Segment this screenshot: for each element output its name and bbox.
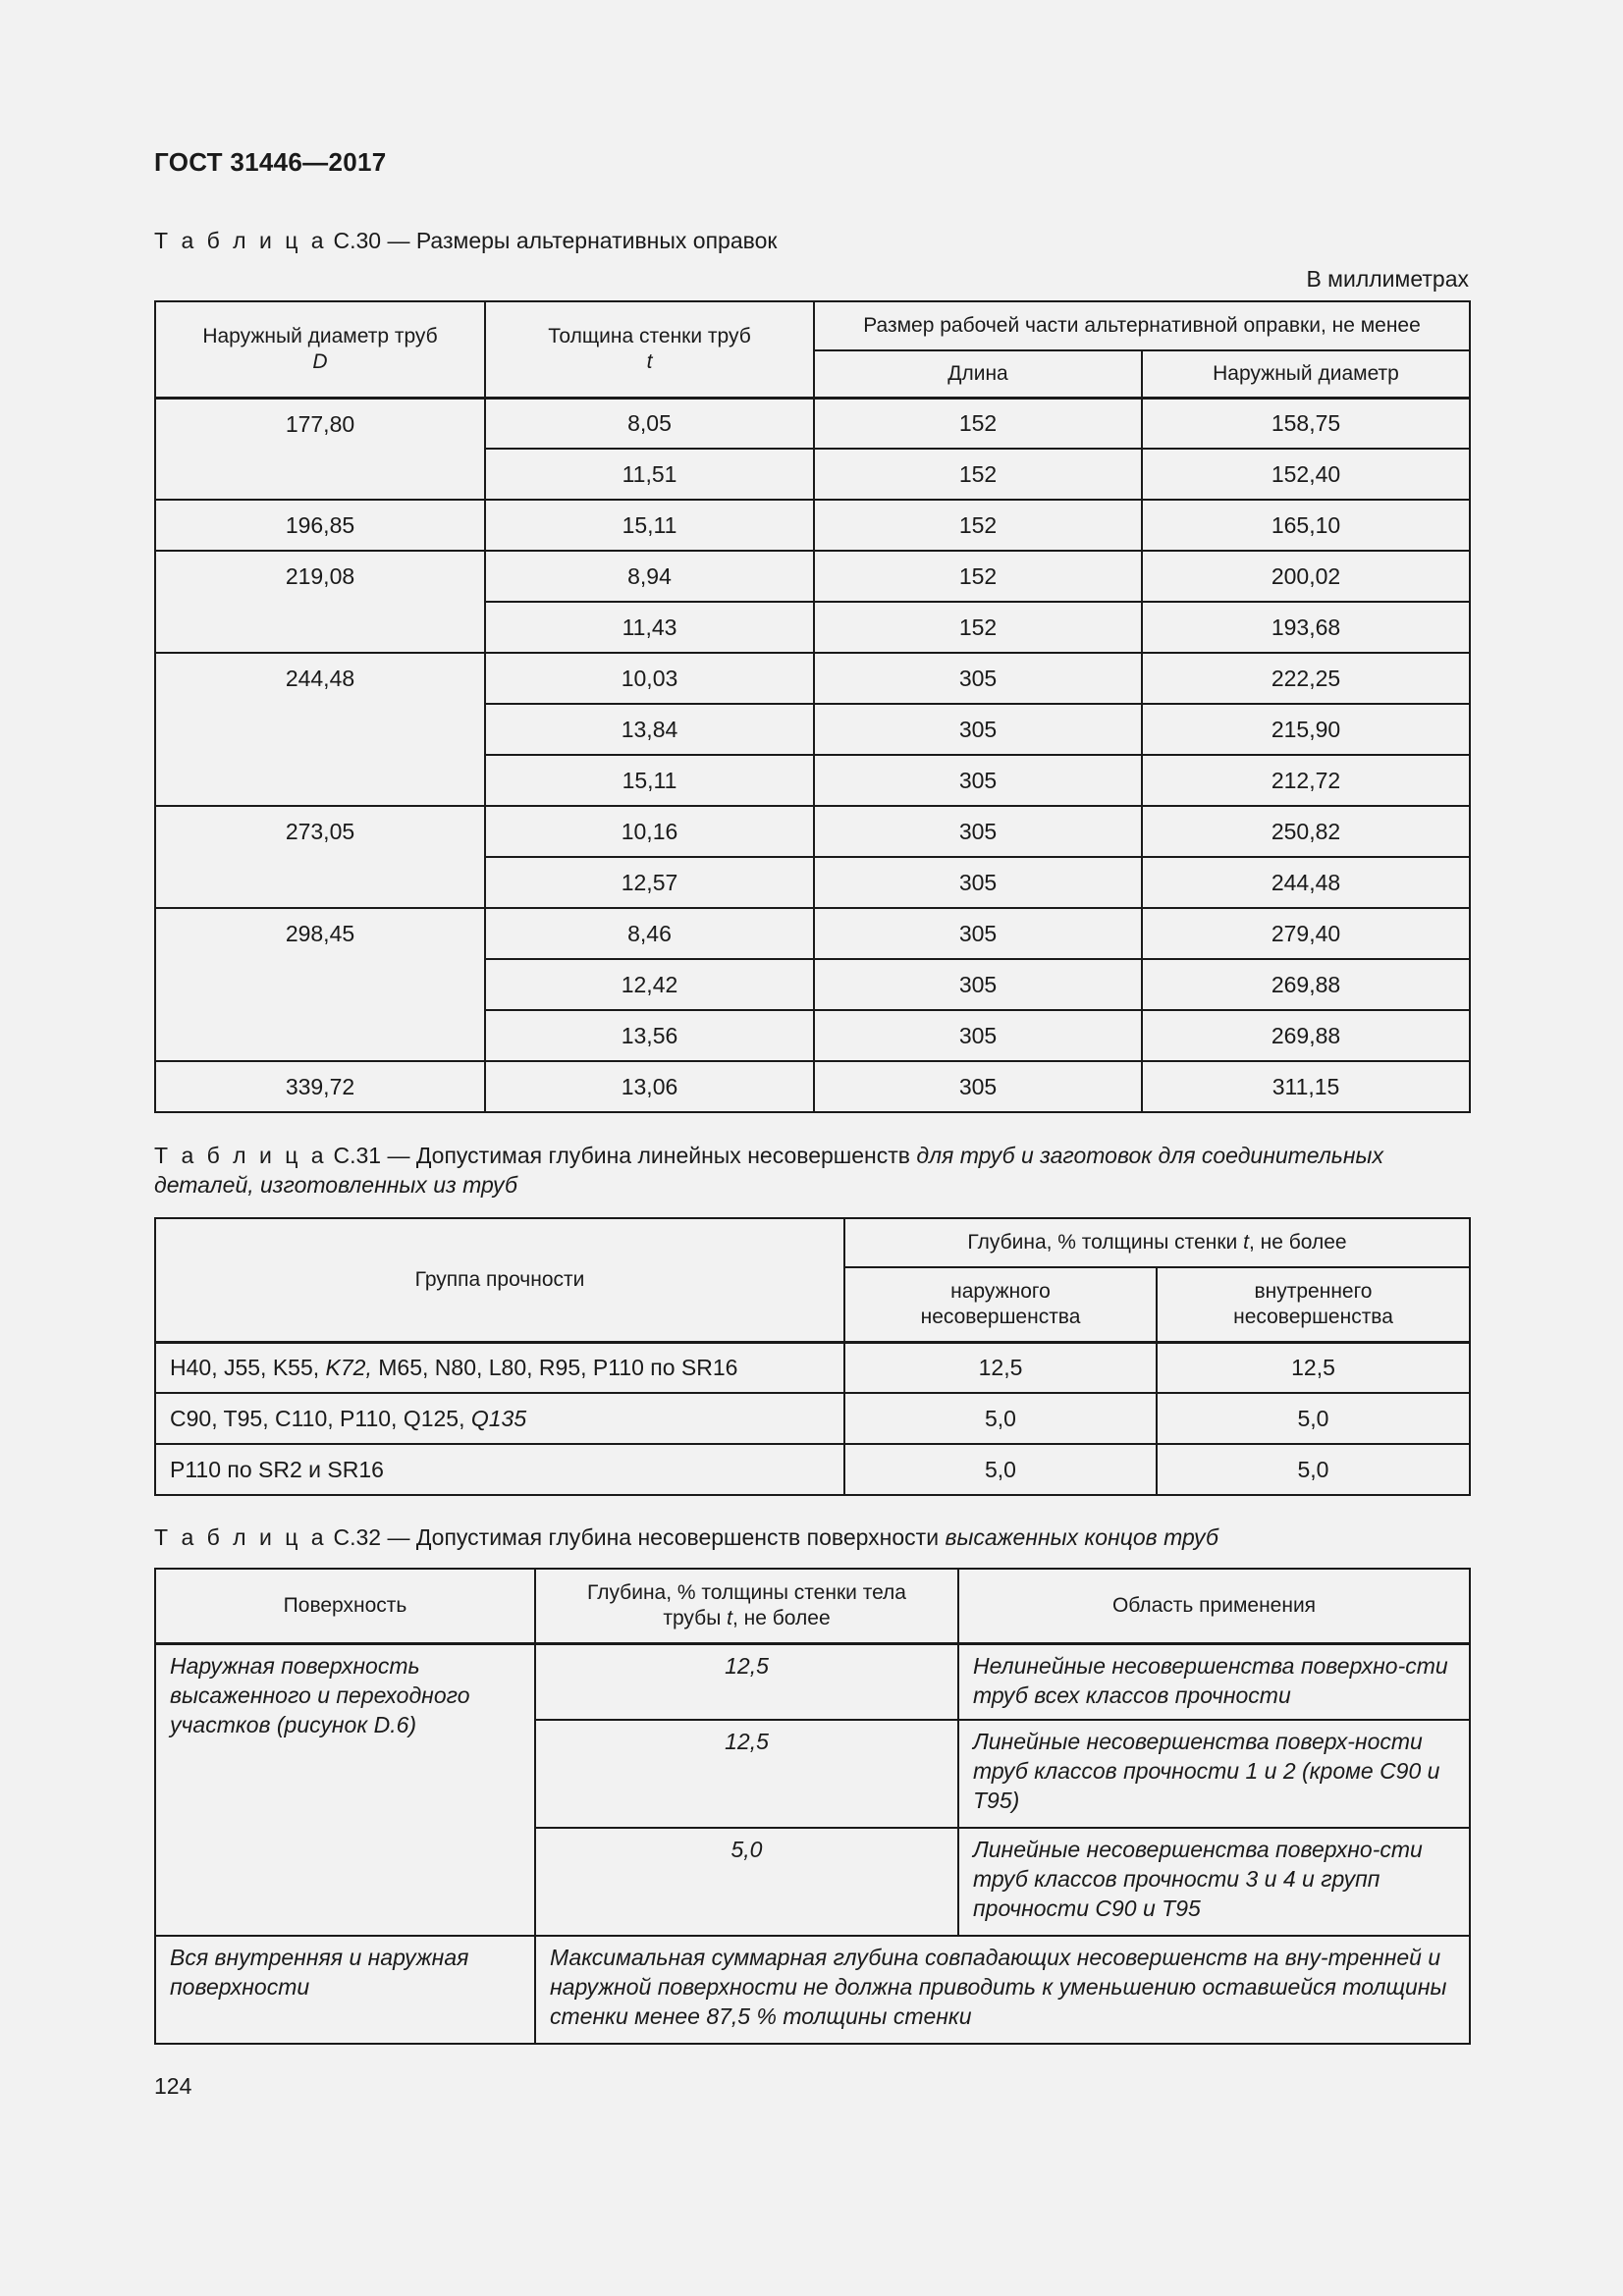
mandrel-diameter-cell: 152,40	[1142, 449, 1470, 500]
outer-diameter-cell: 298,45	[155, 908, 485, 1061]
outer-depth-cell: 5,0	[844, 1444, 1157, 1495]
header-outer-imperfection: наружного несовершенства	[844, 1267, 1157, 1342]
mandrel-diameter-cell: 269,88	[1142, 1010, 1470, 1061]
outer-diameter-cell: 196,85	[155, 500, 485, 551]
outer-diameter-cell: 177,80	[155, 398, 485, 500]
caption-prefix: Т а б л и ц а	[154, 1524, 328, 1550]
caption-prefix: Т а б л и ц а	[154, 228, 328, 253]
mandrel-diameter-cell: 212,72	[1142, 755, 1470, 806]
length-cell: 305	[814, 704, 1142, 755]
depth-cell: 5,0	[535, 1828, 958, 1936]
depth-cell: 12,5	[535, 1643, 958, 1720]
table-row	[155, 1061, 1470, 1112]
wall-thickness-cell: 15,11	[485, 755, 814, 806]
page-number: 124	[154, 2073, 192, 2099]
length-cell: 305	[814, 1061, 1142, 1112]
table-c31	[154, 1217, 1471, 1496]
units-note: В миллиметрах	[1306, 266, 1469, 292]
wall-thickness-cell: 12,42	[485, 959, 814, 1010]
wall-thickness-cell: 11,51	[485, 449, 814, 500]
document-code: ГОСТ 31446—2017	[154, 147, 387, 177]
wall-thickness-cell: 15,11	[485, 500, 814, 551]
wall-thickness-cell: 11,43	[485, 602, 814, 653]
table-c30-body	[155, 398, 1470, 1112]
table-row	[155, 500, 1470, 551]
surface-cell: Наружная поверхность высаженного и переходного участков (рисунок D.6)	[155, 1643, 535, 1936]
outer-diameter-cell: 219,08	[155, 551, 485, 653]
wall-thickness-cell: 10,03	[485, 653, 814, 704]
wall-thickness-cell: 13,84	[485, 704, 814, 755]
inner-depth-cell: 5,0	[1157, 1444, 1470, 1495]
length-cell: 152	[814, 500, 1142, 551]
header-strength-group: Группа прочности	[155, 1218, 844, 1342]
table-row	[155, 1342, 1470, 1393]
length-cell: 152	[814, 551, 1142, 602]
outer-diameter-cell: 339,72	[155, 1061, 485, 1112]
strength-group-cell: H40, J55, K55, K72, M65, N80, L80, R95, P110 по SR16	[155, 1342, 844, 1393]
mandrel-diameter-cell: 215,90	[1142, 704, 1470, 755]
length-cell: 305	[814, 959, 1142, 1010]
length-cell: 305	[814, 908, 1142, 959]
mandrel-diameter-cell: 244,48	[1142, 857, 1470, 908]
mandrel-diameter-cell: 165,10	[1142, 500, 1470, 551]
application-cell: Нелинейные несовершенства поверхно-сти труб всех классов прочности	[958, 1643, 1470, 1720]
header-application: Область применения	[958, 1569, 1470, 1643]
length-cell: 305	[814, 755, 1142, 806]
length-cell: 305	[814, 1010, 1142, 1061]
wall-thickness-cell: 8,05	[485, 398, 814, 449]
table-row	[155, 1936, 1470, 2044]
wall-thickness-cell: 8,94	[485, 551, 814, 602]
mandrel-diameter-cell: 279,40	[1142, 908, 1470, 959]
inner-depth-cell: 12,5	[1157, 1342, 1470, 1393]
table-row	[155, 806, 1470, 857]
mandrel-diameter-cell: 222,25	[1142, 653, 1470, 704]
caption-text: С.30 — Размеры альтернативных оправок	[333, 228, 778, 253]
inner-depth-cell: 5,0	[1157, 1393, 1470, 1444]
strength-group-cell: C90, T95, C110, P110, Q125, Q135	[155, 1393, 844, 1444]
note-cell: Максимальная суммарная глубина совпадающих несовершенств на вну-тренней и наружной поверхности не должна приводить к уменьшению оставшейся толщины стенки менее 87,5 % толщины стенки	[535, 1936, 1470, 2044]
header-depth: Глубина, % толщины стенки тела трубы t, не более	[535, 1569, 958, 1643]
length-cell: 152	[814, 602, 1142, 653]
table-row	[155, 1643, 1470, 1720]
mandrel-diameter-cell: 158,75	[1142, 398, 1470, 449]
mandrel-diameter-cell: 200,02	[1142, 551, 1470, 602]
header-length: Длина	[814, 350, 1142, 398]
outer-diameter-cell: 273,05	[155, 806, 485, 908]
table-c31-caption	[154, 1141, 1470, 1200]
mandrel-diameter-cell: 250,82	[1142, 806, 1470, 857]
header-working-part: Размер рабочей части альтернативной оправки, не менее	[814, 301, 1470, 350]
outer-diameter-cell: 244,48	[155, 653, 485, 806]
length-cell: 152	[814, 398, 1142, 449]
caption-italic: высаженных концов труб	[945, 1524, 1218, 1550]
caption-text: С.32 — Допустимая глубина несовершенств поверхности	[333, 1524, 946, 1550]
header-mandrel-diameter: Наружный диаметр	[1142, 350, 1470, 398]
mandrel-diameter-cell: 311,15	[1142, 1061, 1470, 1112]
mandrel-diameter-cell: 193,68	[1142, 602, 1470, 653]
wall-thickness-cell: 12,57	[485, 857, 814, 908]
table-c32-caption	[154, 1522, 1470, 1552]
table-row	[155, 653, 1470, 704]
table-row	[155, 1393, 1470, 1444]
wall-thickness-cell: 10,16	[485, 806, 814, 857]
outer-depth-cell: 5,0	[844, 1393, 1157, 1444]
strength-group-cell: P110 по SR2 и SR16	[155, 1444, 844, 1495]
header-outer-diameter: Наружный диаметр труб D	[155, 301, 485, 398]
header-depth: Глубина, % толщины стенки t, не более	[844, 1218, 1470, 1267]
header-inner-imperfection: внутреннего несовершенства	[1157, 1267, 1470, 1342]
header-wall-thickness: Толщина стенки труб t	[485, 301, 814, 398]
depth-cell: 12,5	[535, 1720, 958, 1828]
table-c30	[154, 300, 1471, 1113]
outer-depth-cell: 12,5	[844, 1342, 1157, 1393]
wall-thickness-cell: 13,56	[485, 1010, 814, 1061]
wall-thickness-cell: 13,06	[485, 1061, 814, 1112]
table-row	[155, 551, 1470, 602]
length-cell: 305	[814, 806, 1142, 857]
length-cell: 305	[814, 857, 1142, 908]
application-cell: Линейные несовершенства поверхно-сти труб классов прочности 3 и 4 и групп прочности C90 и T95	[958, 1828, 1470, 1936]
table-row	[155, 908, 1470, 959]
caption-italic: для труб и заготовок для соединительных деталей, изготовленных из труб	[154, 1143, 1383, 1198]
length-cell: 152	[814, 449, 1142, 500]
table-c32	[154, 1568, 1471, 2045]
mandrel-diameter-cell: 269,88	[1142, 959, 1470, 1010]
surface-cell: Вся внутренняя и наружная поверхности	[155, 1936, 535, 2044]
table-c30-caption	[154, 226, 1470, 255]
application-cell: Линейные несовершенства поверх-ности труб классов прочности 1 и 2 (кроме C90 и T95)	[958, 1720, 1470, 1828]
wall-thickness-cell: 8,46	[485, 908, 814, 959]
caption-text: С.31 — Допустимая глубина линейных несовершенств	[333, 1143, 917, 1168]
length-cell: 305	[814, 653, 1142, 704]
table-row	[155, 1444, 1470, 1495]
header-surface: Поверхность	[155, 1569, 535, 1643]
table-row	[155, 398, 1470, 449]
caption-prefix: Т а б л и ц а	[154, 1143, 328, 1168]
